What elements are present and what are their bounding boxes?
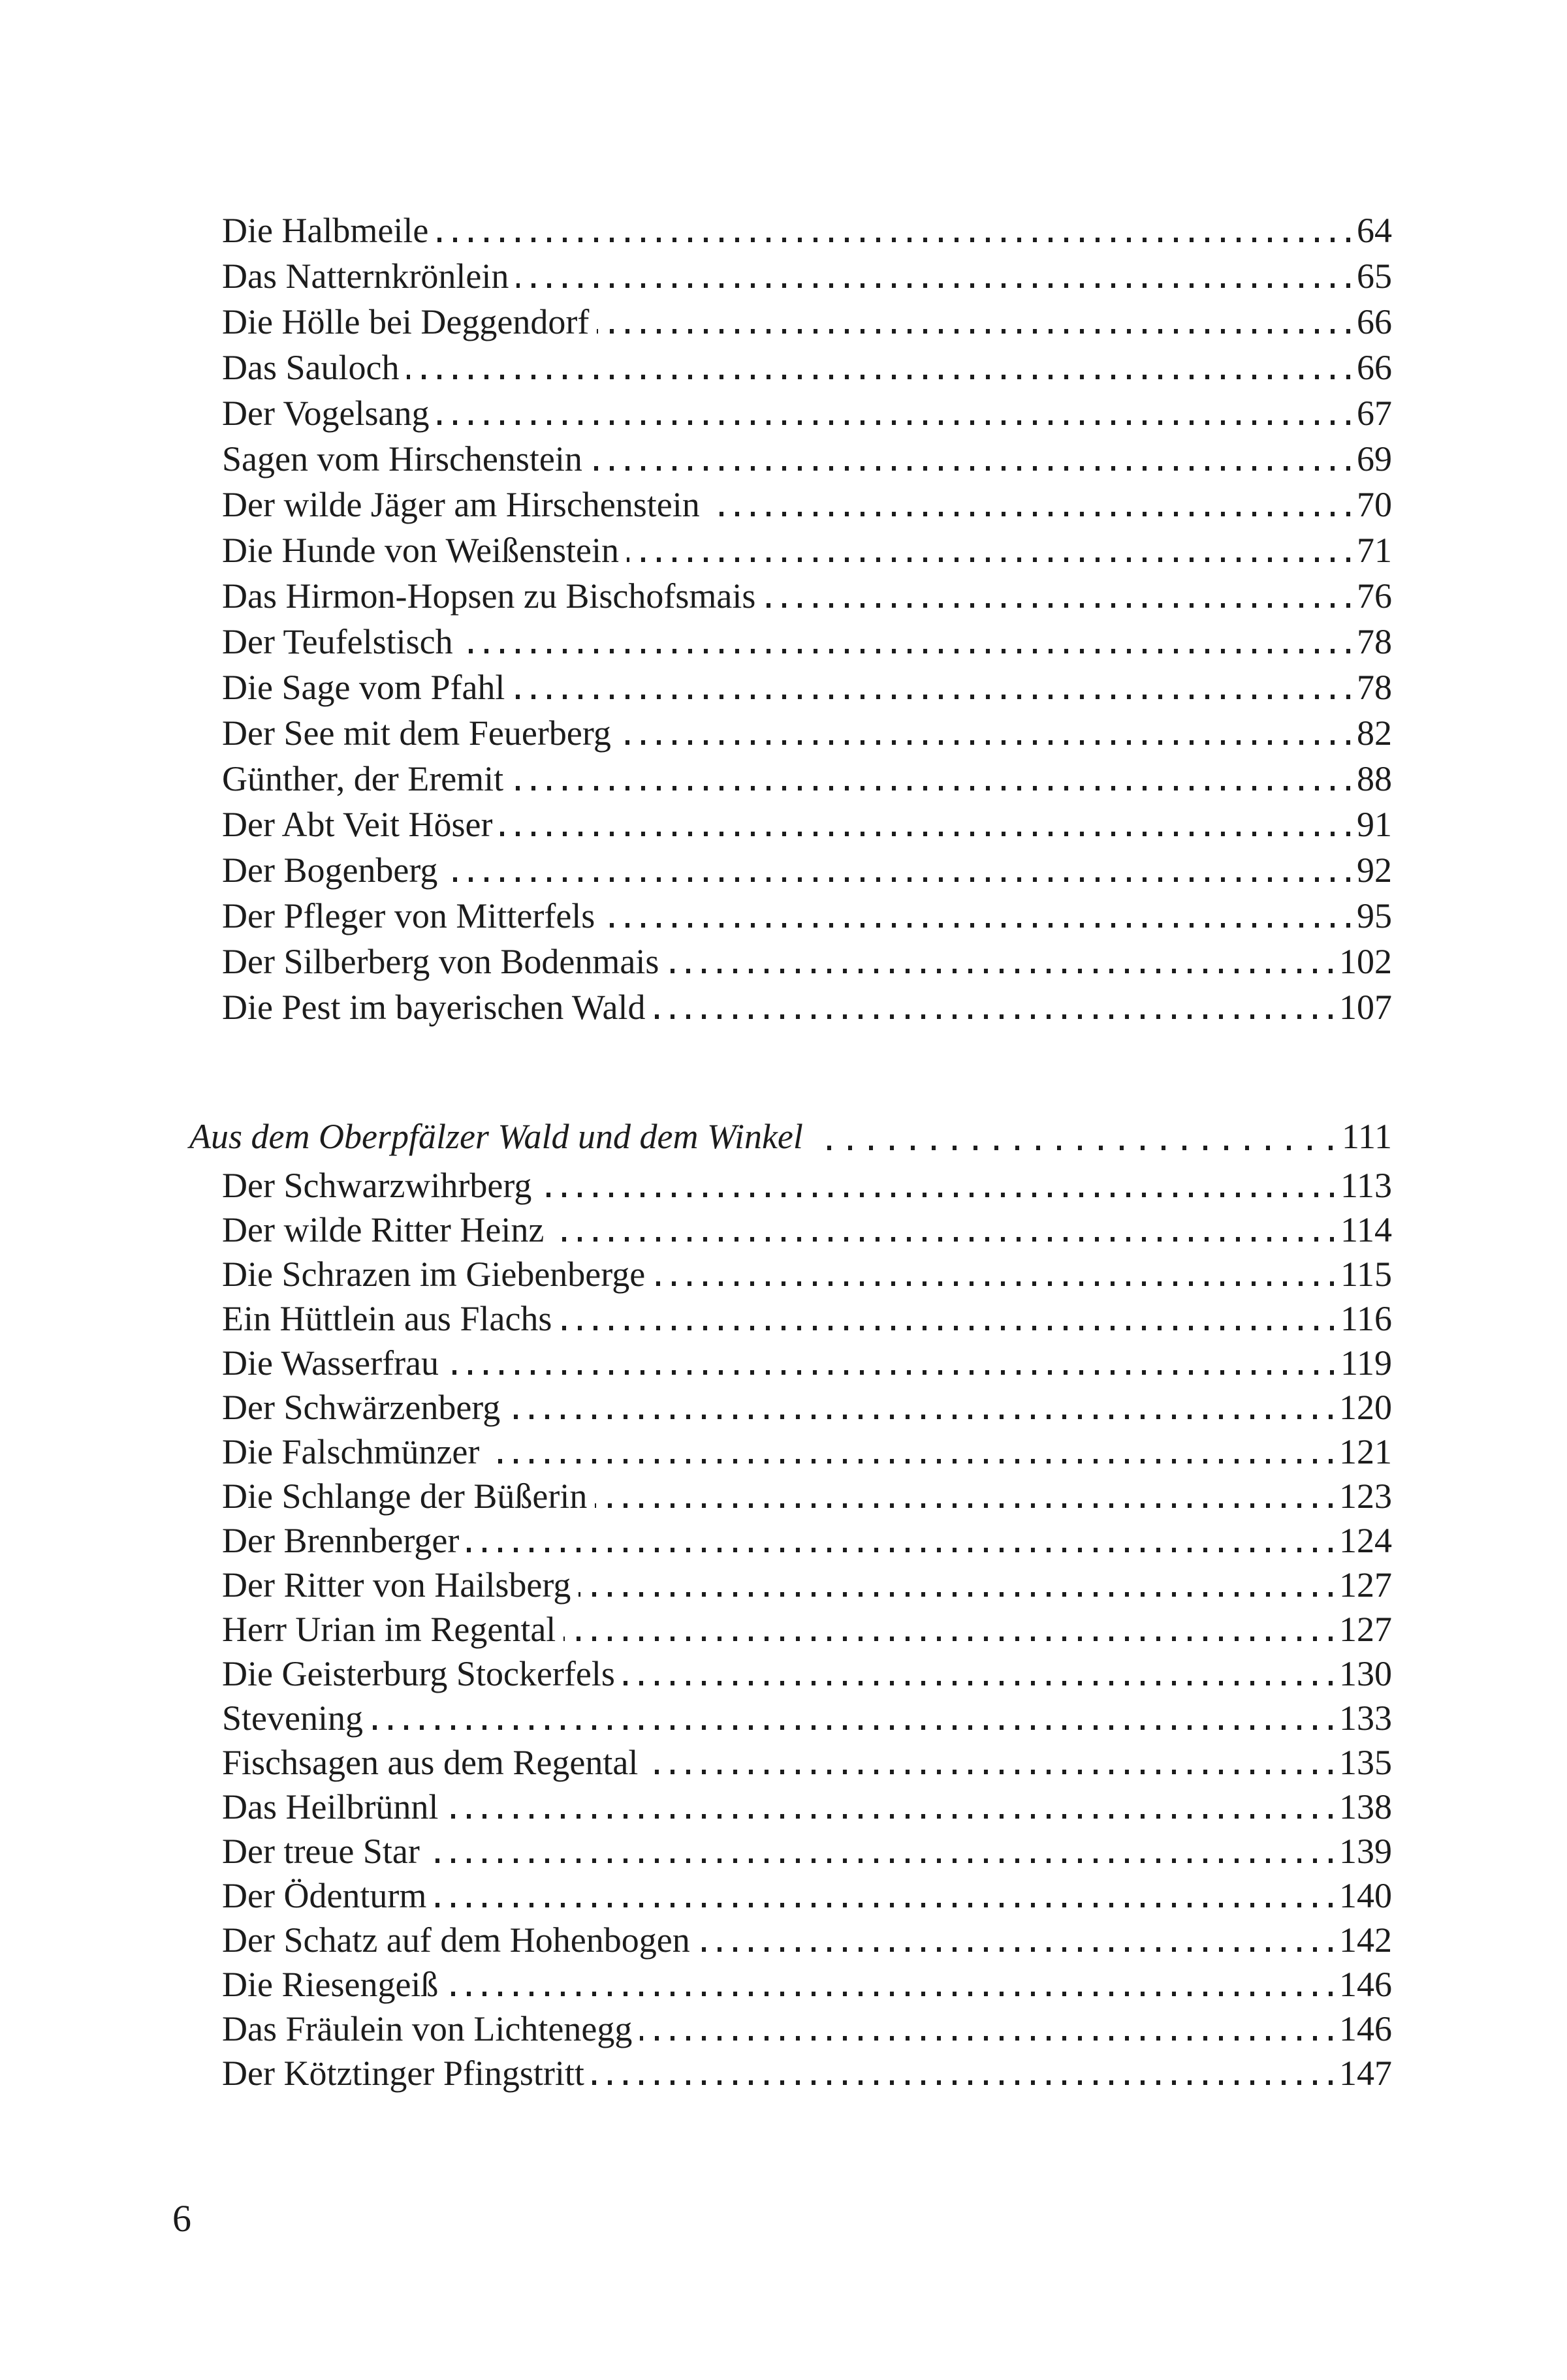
toc-entry-title: Die Hunde von Weißenstein (222, 531, 620, 570)
dot-leader (653, 1281, 1334, 1286)
toc-entry (222, 527, 1392, 573)
toc-entry-page: 138 (1339, 1787, 1392, 1826)
toc-entry-title: Der Ritter von Hailsberg (222, 1565, 571, 1605)
toc-entry (222, 1252, 1392, 1296)
toc-entry (222, 1208, 1392, 1252)
dot-leader (667, 969, 1333, 973)
toc-entry (222, 482, 1392, 527)
dot-leader (578, 1592, 1333, 1597)
toc-entry-title: Stevening (222, 1699, 363, 1738)
dot-leader (437, 420, 1350, 425)
toc-section (222, 208, 1392, 1030)
toc-entry (222, 1829, 1392, 1873)
toc-entry (222, 847, 1392, 893)
toc-entry-title: Der Schatz auf dem Hohenbogen (222, 1920, 690, 1960)
toc-entry (222, 802, 1392, 847)
toc-entry-title: Herr Urian im Regental (222, 1610, 556, 1649)
toc-entry (222, 665, 1392, 710)
dot-leader (592, 2080, 1333, 2085)
toc-entry-title: Das Natternkrönlein (222, 257, 509, 296)
toc-entry-page: 91 (1357, 805, 1392, 844)
toc-entry (222, 2007, 1392, 2051)
toc-entry-title: Der Brennberger (222, 1521, 460, 1560)
section-header-page: 111 (1342, 1117, 1392, 1156)
toc-entry-title: Der wilde Jäger am Hirschenstein (222, 485, 700, 524)
dot-leader (467, 1548, 1333, 1552)
toc-entry-page: 139 (1339, 1832, 1392, 1871)
toc-entry-page: 76 (1357, 576, 1392, 616)
dot-leader (552, 1237, 1334, 1242)
toc-entry-page: 133 (1339, 1699, 1392, 1738)
dot-leader (516, 283, 1350, 288)
toc-entry (222, 619, 1392, 665)
toc-entry-page: 127 (1339, 1610, 1392, 1649)
toc-entry-page: 92 (1357, 851, 1392, 890)
dot-leader (508, 1415, 1333, 1419)
dot-leader (407, 375, 1350, 379)
toc-entry (222, 1696, 1392, 1740)
toc-entry-page: 88 (1357, 759, 1392, 798)
toc-entry-title: Die Geisterburg Stockerfels (222, 1654, 615, 1693)
dot-leader (590, 466, 1350, 471)
toc-entry-page: 107 (1339, 988, 1392, 1027)
toc-entry-title: Der Silberberg von Bodenmais (222, 942, 659, 981)
toc-entry (222, 1607, 1392, 1652)
toc-entry-title: Sagen vom Hirschenstein (222, 439, 582, 478)
toc-entry-page: 116 (1340, 1299, 1392, 1338)
dot-leader (603, 923, 1350, 928)
toc-entry (222, 436, 1392, 482)
dot-leader (597, 329, 1350, 334)
dot-leader (814, 1146, 1333, 1150)
toc-entry (222, 1873, 1392, 1918)
toc-entry (222, 939, 1392, 984)
dot-leader (434, 1903, 1333, 1907)
toc-entry-page: 123 (1339, 1477, 1392, 1516)
dot-leader (627, 557, 1350, 562)
dot-leader (511, 786, 1350, 791)
toc-entry-title: Die Pest im bayerischen Wald (222, 988, 646, 1027)
toc-entry-title: Das Sauloch (222, 348, 400, 387)
toc-entry-page: 71 (1357, 531, 1392, 570)
toc-entry-page: 82 (1357, 713, 1392, 753)
toc-entry-title: Die Schrazen im Giebenberge (222, 1255, 646, 1294)
toc-entry-page: 66 (1357, 302, 1392, 341)
toc-entry-page: 140 (1339, 1876, 1392, 1915)
toc-entry-page: 64 (1357, 211, 1392, 250)
toc-entry (222, 1785, 1392, 1829)
toc-entry-title: Fischsagen aus dem Regental (222, 1743, 639, 1782)
table-of-contents (189, 208, 1392, 2095)
toc-entry (222, 1341, 1392, 1385)
toc-entry-title: Der Schwärzenberg (222, 1388, 501, 1427)
toc-entry-page: 113 (1340, 1166, 1392, 1205)
dot-leader (595, 1503, 1333, 1508)
dot-leader (446, 1814, 1333, 1819)
toc-entry (222, 1918, 1392, 1962)
toc-entry-page: 69 (1357, 439, 1392, 478)
dot-leader (708, 512, 1350, 516)
toc-entry (222, 984, 1392, 1030)
dot-leader (461, 649, 1350, 653)
dot-leader (446, 1992, 1333, 1996)
toc-entry-page: 78 (1357, 622, 1392, 661)
toc-entry (222, 253, 1392, 299)
toc-entry-title: Der Vogelsang (222, 394, 430, 433)
toc-entry (222, 1163, 1392, 1208)
toc-entry-title: Die Falschmünzer (222, 1432, 480, 1471)
toc-entry-page: 135 (1339, 1743, 1392, 1782)
toc-entry-page: 70 (1357, 485, 1392, 524)
toc-entry-page: 124 (1339, 1521, 1392, 1560)
page-number: 6 (172, 2197, 191, 2240)
toc-entry-page: 102 (1339, 942, 1392, 981)
toc-entry-title: Das Hirmon-Hopsen zu Bischofsmais (222, 576, 756, 616)
toc-entry-title: Die Sage vom Pfahl (222, 668, 505, 707)
toc-entry-title: Der Ödenturm (222, 1876, 427, 1915)
dot-leader (560, 1326, 1334, 1330)
toc-entry (222, 756, 1392, 802)
toc-entry-title: Die Halbmeile (222, 211, 429, 250)
toc-entry-title: Der Abt Veit Höser (222, 805, 493, 844)
dot-leader (763, 603, 1350, 608)
toc-entry-title: Der Bogenberg (222, 851, 438, 890)
toc-entry-page: 146 (1339, 2009, 1392, 2048)
toc-entry (222, 2051, 1392, 2095)
toc-entry-page: 115 (1340, 1255, 1392, 1294)
toc-entry-title: Günther, der Eremit (222, 759, 504, 798)
dot-leader (445, 877, 1350, 882)
toc-entry-title: Die Riesengeiß (222, 1965, 439, 2004)
toc-entry (222, 1385, 1392, 1430)
dot-leader (371, 1725, 1333, 1730)
toc-entry (222, 1430, 1392, 1474)
toc-section-header (189, 1110, 1392, 1163)
toc-entry (222, 1740, 1392, 1785)
toc-entry-page: 142 (1339, 1920, 1392, 1960)
toc-entry-title: Der Schwarzwihrberg (222, 1166, 532, 1205)
toc-entry-title: Der See mit dem Feuerberg (222, 713, 611, 753)
toc-entry (222, 710, 1392, 756)
toc-entry-page: 66 (1357, 348, 1392, 387)
section-header-title: Aus dem Oberpfälzer Wald und dem Winkel (189, 1117, 803, 1156)
toc-entry (222, 1563, 1392, 1607)
toc-entry-page: 67 (1357, 394, 1392, 433)
dot-leader (428, 1858, 1333, 1863)
toc-entry-page: 130 (1339, 1654, 1392, 1693)
dot-leader (623, 1681, 1333, 1685)
dot-leader (698, 1947, 1333, 1952)
toc-entry-page: 114 (1340, 1210, 1392, 1249)
toc-entry (222, 1474, 1392, 1518)
dot-leader (619, 740, 1350, 745)
dot-leader (487, 1459, 1333, 1464)
toc-entry-page: 127 (1339, 1565, 1392, 1605)
toc-entry (222, 390, 1392, 436)
dot-leader (539, 1193, 1334, 1197)
toc-entry (222, 345, 1392, 390)
toc-section (189, 1110, 1392, 2095)
toc-entry-page: 119 (1340, 1343, 1392, 1383)
dot-leader (447, 1370, 1334, 1375)
toc-entry-title: Die Wasserfrau (222, 1343, 439, 1383)
dot-leader (654, 1014, 1333, 1019)
toc-entry-title: Ein Hüttlein aus Flachs (222, 1299, 552, 1338)
toc-entry (222, 893, 1392, 939)
dot-leader (500, 832, 1350, 836)
toc-entry (222, 1296, 1392, 1341)
toc-entry-title: Das Fräulein von Lichtenegg (222, 2009, 633, 2048)
dot-leader (646, 1770, 1333, 1774)
toc-entry (222, 573, 1392, 619)
toc-entry (222, 1518, 1392, 1563)
toc-entry-title: Die Hölle bei Deggendorf (222, 302, 590, 341)
toc-entry-page: 65 (1357, 257, 1392, 296)
toc-entry-title: Der Teufelstisch (222, 622, 453, 661)
toc-entry-title: Der treue Star (222, 1832, 420, 1871)
toc-entry-page: 121 (1339, 1432, 1392, 1471)
toc-entry-title: Die Schlange der Büßerin (222, 1477, 588, 1516)
toc-entry-title: Der Kötztinger Pfingstritt (222, 2054, 584, 2093)
toc-entry-title: Der wilde Ritter Heinz (222, 1210, 545, 1249)
toc-entry-title: Das Heilbrünnl (222, 1787, 439, 1826)
toc-entry (222, 299, 1392, 345)
toc-entry (222, 1962, 1392, 2007)
toc-entry-page: 95 (1357, 896, 1392, 935)
toc-entry-page: 78 (1357, 668, 1392, 707)
dot-leader (640, 2036, 1333, 2041)
toc-entry-page: 146 (1339, 1965, 1392, 2004)
toc-entry-title: Der Pfleger von Mitterfels (222, 896, 595, 935)
toc-entry-page: 147 (1339, 2054, 1392, 2093)
toc-entry-page: 120 (1339, 1388, 1392, 1427)
dot-leader (563, 1636, 1333, 1641)
toc-entry (222, 208, 1392, 253)
toc-entry (222, 1652, 1392, 1696)
dot-leader (436, 238, 1350, 242)
dot-leader (513, 695, 1350, 699)
